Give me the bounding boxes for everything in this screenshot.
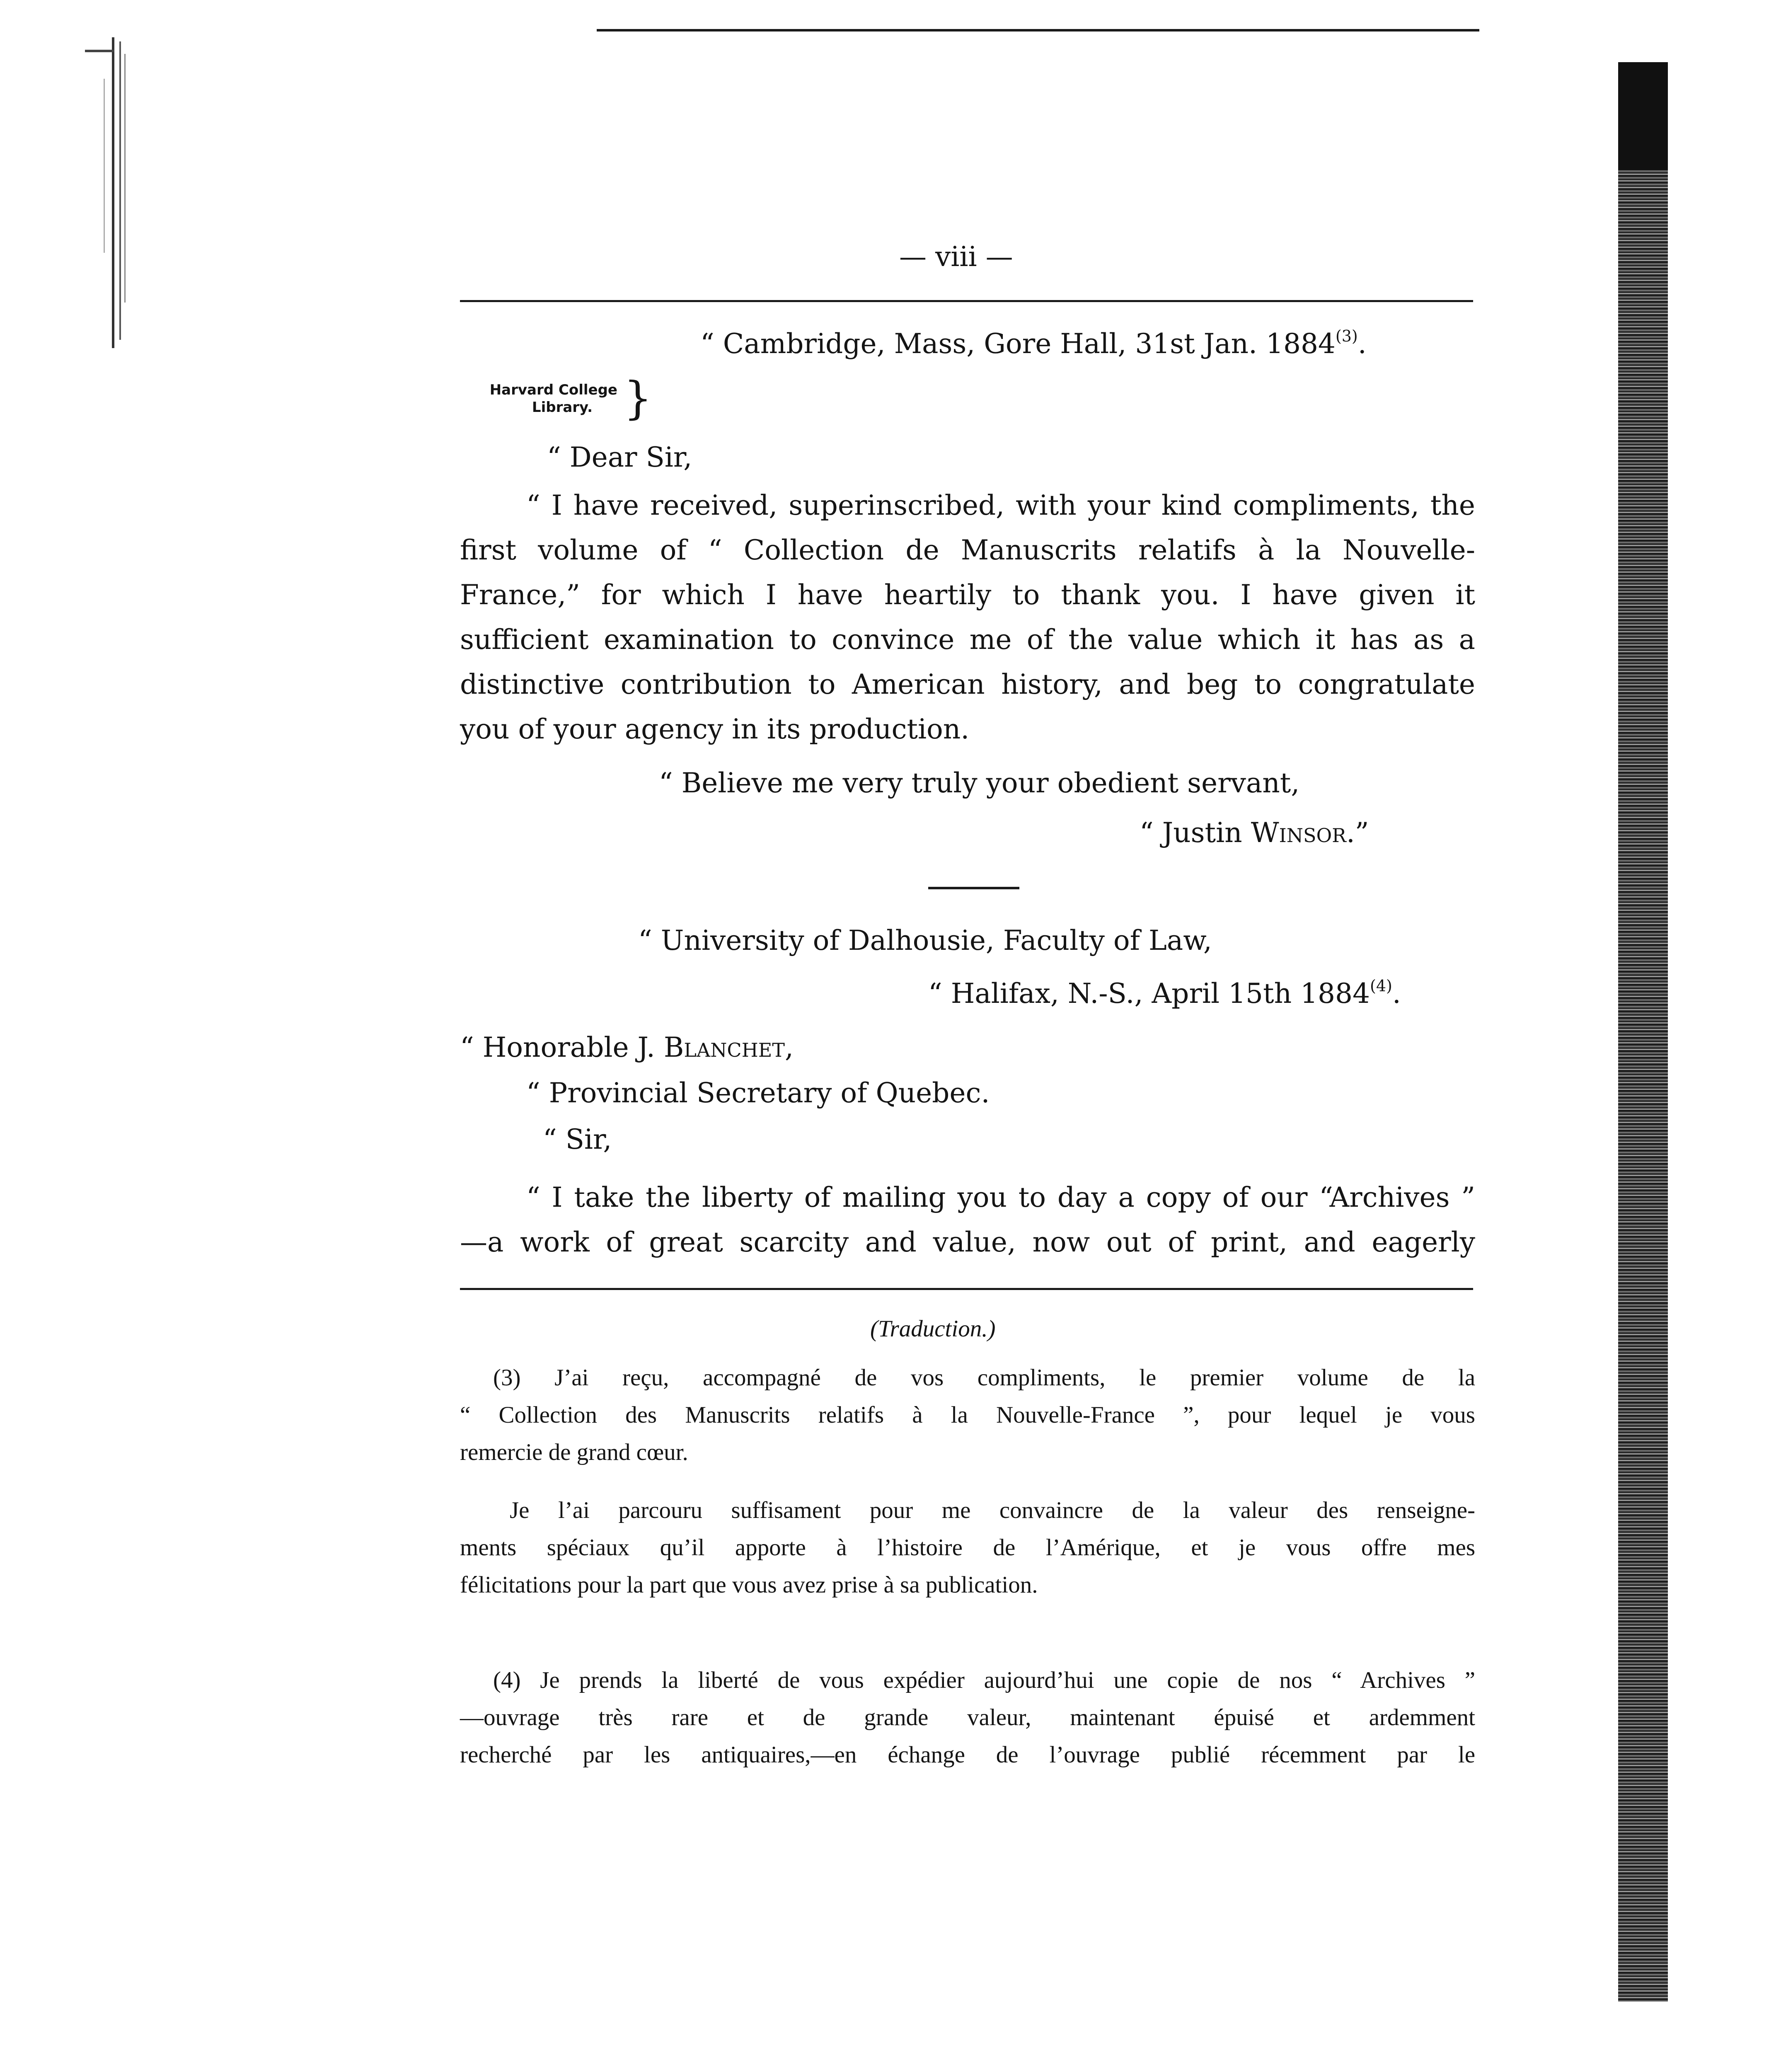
letter1-body-line-1: “ I have received, superinscribed, with your kind compliments, the [526, 489, 1475, 521]
library-sidenote [460, 381, 617, 416]
letter2-address-text: “ Halifax, N.-S., April 15th 1884 [928, 978, 1370, 1009]
letter1-body-line-5: distinctive contribution to American history, and beg to congratulate [460, 668, 1475, 700]
letter1-signature [1140, 816, 1369, 850]
letter-separator [928, 887, 1019, 889]
left-binding-edge [83, 37, 137, 348]
letter2-body-line-2: —a work of great scarcity and value, now out of print, and eagerly [460, 1226, 1475, 1258]
footnote3-line-1: (3) J’ai reçu, accompagné de vos compliments, le premier volume de la [493, 1365, 1475, 1391]
letter1-salutation: “ Dear Sir, [547, 441, 692, 473]
letter2-body-line-1: “ I take the liberty of mailing you to day a copy of our “Archives ” [526, 1181, 1475, 1213]
footnote-heading: (Traduction.) [870, 1316, 996, 1342]
sidenote-line-1: Harvard College [489, 382, 617, 398]
footnote-ref-3: (3) [1335, 327, 1358, 345]
letter2-address-line-2 [928, 977, 1401, 1010]
letter1-body-line-3: France,” for which I have heartily to thank you. I have given it [460, 579, 1475, 611]
right-binding-edge-dark [1618, 62, 1668, 170]
footnote4-line-2: —ouvrage très rare et de grande valeur, maintenant épuisé et ardemment [460, 1704, 1475, 1731]
signature-prefix: “ Justin [1140, 817, 1242, 849]
page-number: — viii — [899, 241, 1013, 273]
letter1-dateline-end: . [1358, 328, 1367, 360]
letter2-address-line-1: “ University of Dalhousie, Faculty of Law, [638, 925, 1212, 956]
footnote4-line-1: (4) Je prends la liberté de vous expédier aujourd’hui une copie de nos “ Archives ” [493, 1667, 1475, 1693]
top-edge-line [597, 29, 1479, 31]
footnote3-line-2: “ Collection des Manuscrits relatifs à la Nouvelle-France ”, pour lequel je vous [460, 1402, 1475, 1428]
recipient-name: Blanchet [663, 1031, 785, 1063]
sidenote-brace: } [624, 373, 652, 424]
letter1-body-line-2: first volume of “ Collection de Manuscrits relatifs à la Nouvelle- [460, 534, 1475, 566]
footnote3b-line-2: ments spéciaux qu’il apporte à l’histoire de l’Amérique, et je vous offre mes [460, 1535, 1475, 1561]
footnote3b-line-3: félicitations pour la part que vous avez prise à sa publication. [460, 1572, 1038, 1598]
letter1-dateline-text: “ Cambridge, Mass, Gore Hall, 31st Jan. 1884 [700, 328, 1336, 360]
letter2-recipient [460, 1031, 794, 1064]
footnote4-line-3: recherché par les antiquaires,—en échange de l’ouvrage publié récemment par le [460, 1742, 1475, 1768]
letter1-body-line-4: sufficient examination to convince me of the value which it has as a [460, 624, 1475, 656]
signature-end: .” [1346, 817, 1369, 849]
sidenote-line-2: Library. [532, 399, 593, 416]
header-rule [460, 300, 1473, 302]
signature-name: Winsor [1251, 817, 1346, 849]
right-binding-edge [1618, 62, 1668, 2002]
footnote3b-line-1: Je l’ai parcouru suffisament pour me convaincre de la valeur des renseigne- [510, 1497, 1475, 1523]
footnote3-line-3: remercie de grand cœur. [460, 1439, 688, 1465]
letter1-dateline [700, 327, 1367, 361]
letter2-recipient-title: “ Provincial Secretary of Quebec. [526, 1077, 990, 1109]
letter2-address-end: . [1392, 978, 1401, 1009]
letter2-salutation: “ Sir, [543, 1123, 612, 1155]
footnote-rule [460, 1288, 1473, 1290]
footnote-ref-4: (4) [1370, 977, 1392, 995]
letter1-closing: “ Believe me very truly your obedient servant, [659, 767, 1300, 799]
recipient-prefix: “ Honorable J. [460, 1031, 655, 1063]
letter1-body-line-6: you of your agency in its production. [460, 713, 970, 745]
recipient-end: , [784, 1031, 794, 1063]
